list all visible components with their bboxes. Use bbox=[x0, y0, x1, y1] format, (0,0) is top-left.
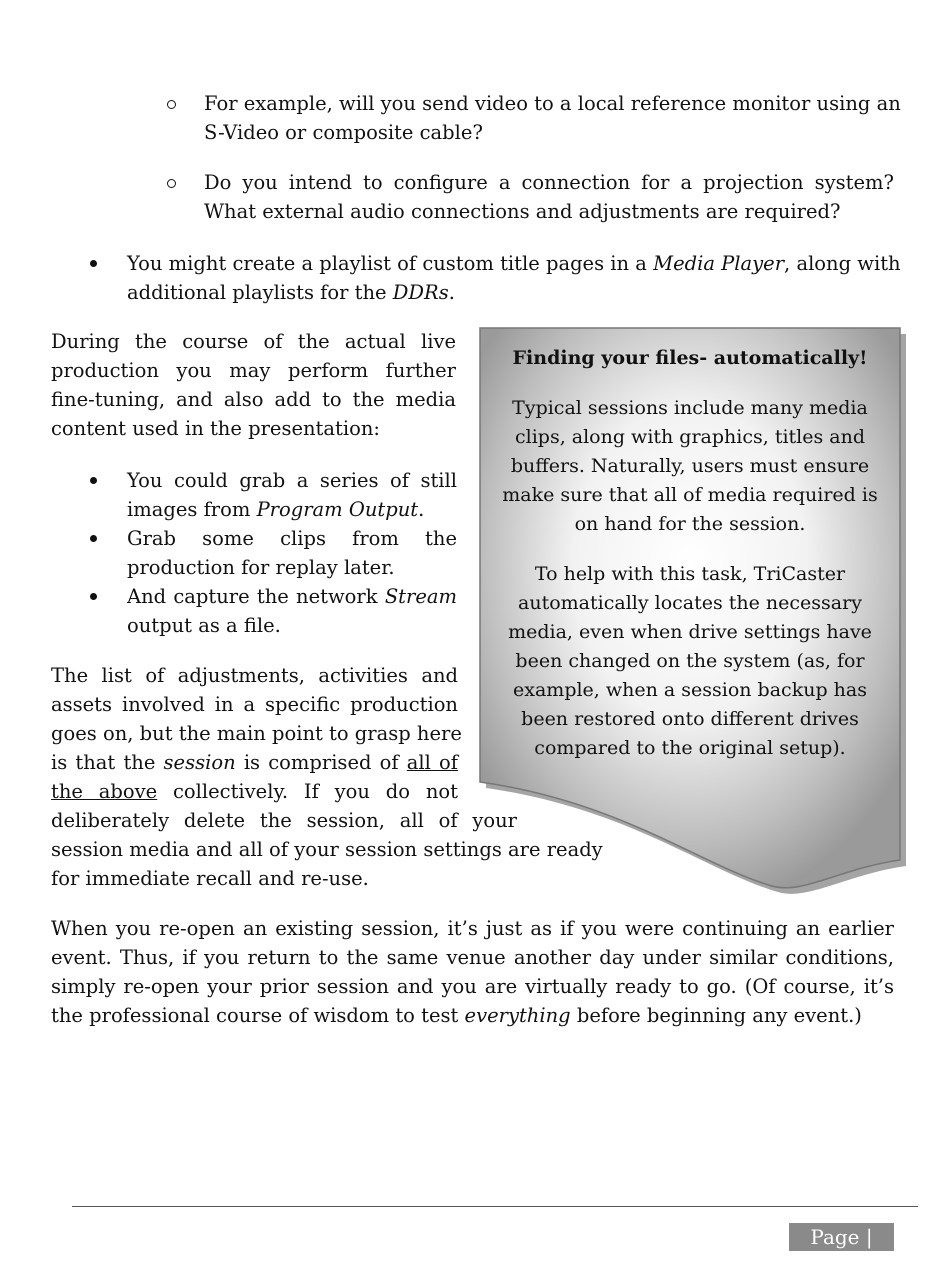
paragraph-line: During the course of the actual live bbox=[51, 330, 456, 353]
paragraph-line: fine-tuning, and also add to the media bbox=[51, 388, 456, 411]
paragraph-line: deliberately delete the session, all of your bbox=[51, 809, 517, 832]
text-run: the professional course of wisdom to test bbox=[51, 1004, 465, 1027]
sub-bullet-line: What external audio connections and adjustments are required? bbox=[204, 200, 841, 223]
footer-rule bbox=[72, 1206, 918, 1207]
bullet-line: production for replay later. bbox=[127, 556, 395, 579]
circle-bullet-icon bbox=[167, 179, 176, 188]
paragraph-line: session media and all of your session settings are ready bbox=[51, 838, 603, 861]
live-bullet-item bbox=[127, 582, 457, 640]
text-run: . bbox=[418, 498, 425, 521]
italic-run: Media Player bbox=[653, 252, 785, 275]
paragraph-line: goes on, but the main point to grasp here bbox=[51, 722, 462, 745]
playlist-bullet-line1 bbox=[127, 249, 901, 278]
callout-line: compared to the original setup). bbox=[534, 737, 846, 759]
paragraph-line bbox=[51, 777, 458, 806]
bullet-line: You could grab a series of still bbox=[127, 469, 457, 492]
live-bullet-item bbox=[127, 466, 457, 524]
sub-bullet-line: S-Video or composite cable? bbox=[204, 121, 483, 144]
bullet-dot-icon bbox=[90, 477, 97, 484]
callout-title: Finding your files- automatically! bbox=[512, 347, 868, 369]
text-run: is comprised of bbox=[235, 751, 407, 774]
italic-run: session bbox=[163, 751, 236, 774]
playlist-bullet bbox=[127, 249, 901, 307]
text-run: You might create a playlist of custom title pages in a bbox=[127, 252, 654, 275]
italic-run: DDRs bbox=[392, 281, 449, 304]
paragraph-line: production you may perform further bbox=[51, 359, 456, 382]
text-run: additional playlists for the bbox=[127, 281, 393, 304]
text-run: . bbox=[448, 281, 455, 304]
callout-box bbox=[478, 326, 906, 894]
text-run: images from bbox=[127, 498, 257, 521]
paragraph-line bbox=[51, 748, 458, 777]
bullet-dot-icon bbox=[90, 535, 97, 542]
callout-line: media, even when drive settings have bbox=[508, 621, 872, 643]
paragraph-line: The list of adjustments, activities and bbox=[51, 664, 458, 687]
paragraph-line: event. Thus, if you return to the same venue another day under similar conditions, bbox=[51, 946, 894, 969]
callout-line: To help with this task, TriCaster bbox=[534, 563, 846, 585]
callout-line: Typical sessions include many media bbox=[512, 397, 868, 419]
callout-line: automatically locates the necessary bbox=[518, 592, 862, 614]
paragraph-line: for immediate recall and re-use. bbox=[51, 867, 369, 890]
paragraph-line: assets involved in a specific production bbox=[51, 693, 458, 716]
callout-line: example, when a session backup has bbox=[513, 679, 867, 701]
bullet-line: Grab some clips from the bbox=[127, 527, 457, 550]
bullet-dot-icon bbox=[90, 593, 97, 600]
text-run: before beginning any event.) bbox=[570, 1004, 862, 1027]
callout-line: on hand for the session. bbox=[574, 513, 806, 535]
paragraph-line bbox=[51, 1001, 894, 1030]
text-run: collectively. If you do not bbox=[157, 780, 458, 803]
callout-line: clips, along with graphics, titles and bbox=[514, 426, 866, 448]
reopen-paragraph bbox=[51, 914, 894, 1030]
italic-run: Program Output bbox=[256, 498, 419, 521]
underline-run: the above bbox=[51, 780, 158, 803]
text-run: And capture the network bbox=[127, 585, 385, 608]
paragraph-line: When you re-open an existing session, it’s just as if you were continuing an earlier bbox=[51, 917, 894, 940]
paragraph-line: simply re-open your prior session and you are virtually ready to go. (Of course, it’s bbox=[51, 975, 894, 998]
text-run: , along with bbox=[784, 252, 901, 275]
sub-bullet-line: For example, will you send video to a local reference monitor using an bbox=[204, 92, 901, 115]
callout-line: been changed on the system (as, for bbox=[515, 650, 865, 672]
callout-line: make sure that all of media required is bbox=[502, 484, 878, 506]
circle-bullet-icon bbox=[167, 100, 176, 109]
paragraph-line: content used in the presentation: bbox=[51, 417, 380, 440]
page-number: Page | 109 bbox=[789, 1223, 894, 1251]
bullet-line bbox=[127, 495, 457, 524]
live-bullet-item bbox=[127, 524, 457, 582]
callout-content bbox=[480, 344, 900, 763]
playlist-bullet-line2 bbox=[127, 278, 894, 307]
italic-run: Stream bbox=[384, 585, 457, 608]
callout-line: buffers. Naturally, users must ensure bbox=[510, 455, 870, 477]
sub-bullet-line: Do you intend to configure a connection for a projection system? bbox=[204, 171, 894, 194]
italic-run: everything bbox=[464, 1004, 571, 1027]
underline-run: all of bbox=[406, 751, 458, 774]
bullet-line bbox=[127, 582, 457, 611]
text-run: is that the bbox=[51, 751, 164, 774]
sub-bullet-item bbox=[204, 89, 901, 147]
callout-line: been restored onto different drives bbox=[521, 708, 859, 730]
during-paragraph bbox=[51, 327, 456, 443]
bullet-dot-icon bbox=[90, 260, 97, 267]
sub-bullet-item bbox=[204, 168, 894, 226]
bullet-line: output as a file. bbox=[127, 614, 281, 637]
